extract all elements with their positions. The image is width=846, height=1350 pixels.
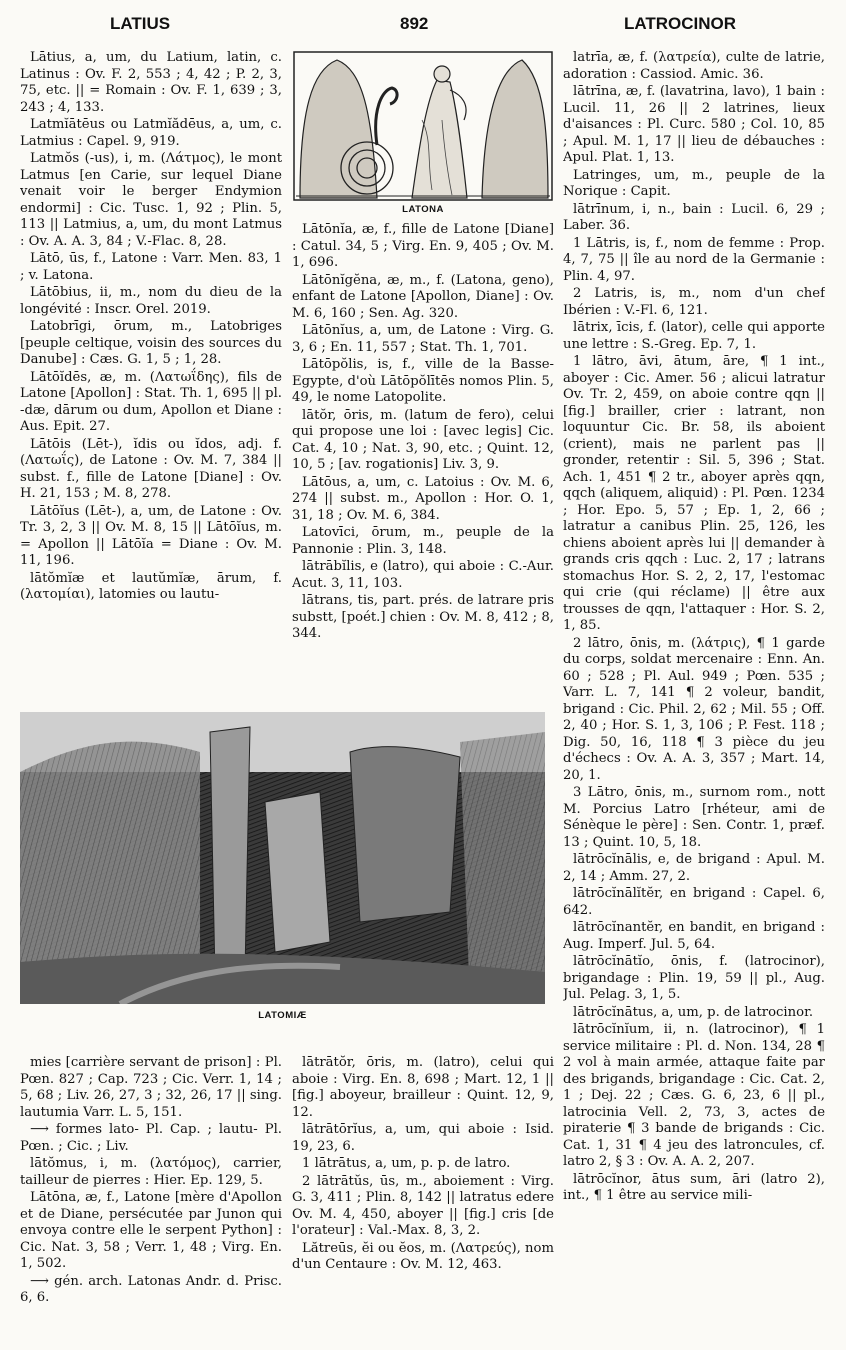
- column-3: [563, 50, 825, 1330]
- entry: Lātōnĭus, a, um, de Latone : Virg. G. 3, 6 ; En. 11, 557 ; Stat. Th. 1, 701.: [292, 323, 554, 355]
- entry: Latringes, um, m., peuple de la Norique : Capit.: [563, 167, 825, 199]
- column-1-bottom: [20, 1055, 282, 1335]
- entry: lātrōcĭnālis, e, de brigand : Apul. M. 2, 14 ; Amm. 27, 2.: [563, 852, 825, 884]
- entry: lātrābĭlis, e (latro), qui aboie : C.-Aur. Acut. 3, 11, 103.: [292, 559, 554, 591]
- entry: Latovīci, ōrum, m., peuple de la Pannonie : Plin. 3, 148.: [292, 525, 554, 557]
- header-left-word: LATIUS: [110, 14, 171, 33]
- page-header: [20, 10, 826, 40]
- entry: Lātōna, æ, f., Latone [mère d'Apollon et de Diane, persécutée par Junon qui envoya contre elle le serpent Python] : Cic. Nat. 3, 58 ; Verr. 1, 48 ; Virg. En. 1, 502.: [20, 1190, 282, 1271]
- entry: lātrōcĭnor, ātus sum, āri (latro 2), int., ¶ 1 être au service mili-: [563, 1171, 825, 1203]
- entry: Latobrīgi, ōrum, m., Latobriges [peuple celtique, voisin des sources du Danube] : Cæs. G. 1, 5 ; 1, 28.: [20, 319, 282, 367]
- entry: lātŏr, ōris, m. (latum de fero), celui qui propose une loi : [avec legis] Cic. Cat. 4, 10 ; Nat. 3, 90, etc. ; Quint. 12, 10, 5 ; [av. rogationis] Liv. 3, 9.: [292, 407, 554, 472]
- entry: Lātius, a, um, du Latium, latin, c. Latinus : Ov. F. 2, 553 ; 4, 42 ; P. 2, 3, 75, etc. || = Romain : Ov. F. 1, 639 ; 3, 243 ; 4, 133.: [20, 50, 282, 115]
- entry: mies [carrière servant de prison] : Pl. Pœn. 827 ; Cap. 723 ; Cic. Verr. 1, 14 ; 5, 68 ; Liv. 26, 27, 3 ; 32, 26, 17 || sing. lautumia Varr. L. 5, 151.: [20, 1055, 282, 1120]
- entry: lātrīnum, i, n., bain : Lucil. 6, 29 ; Laber. 36.: [563, 201, 825, 233]
- entry: 1 Lātris, is, f., nom de femme : Prop. 4, 7, 75 || île au nord de la Germanie : Plin. 4, 97.: [563, 235, 825, 284]
- entry: 1 lātro, āvi, ātum, āre, ¶ 1 int., aboyer : Cic. Amer. 56 ; alicui latratur Ov. Tr. 2, 459, on aboie contre qqn || [fig.] brailler, crier : latrant, non loquuntur Cic. Br. 58, ils aboient (crient), mais ne parlent pas || gronder, retentir : Sil. 5, 396 ; Stat. Ach. 1, 451 ¶ 2 tr., aboyer après qqn, qqch (aliquem, aliquid) : Pl. Pœn. 1234 ; Hor. Epo. 5, 57 ; Ep. 1, 2, 66 ; latratur a canibus Plin. 25, 126, les chiens aboient après lui || demander à grands cris qqch : Luc. 2, 17 ; latrans stomachus Hor. S. 2, 2, 17, l'estomac qui crie (qui réclame) || être aux trousses de qqn, l'attaquer : Hor. S. 2, 1, 85.: [563, 354, 825, 633]
- entry: Lātō, ūs, f., Latone : Varr. Men. 83, 1 ; v. Latona.: [20, 251, 282, 283]
- header-right-word: LATROCINOR: [623, 14, 736, 33]
- latomiae-caption: LATOMIÆ: [258, 1010, 307, 1021]
- entry: 2 lātro, ōnis, m. (λάτρις), ¶ 1 garde du corps, soldat mercenaire : Enn. An. 60 ; 528 ; Pl. Aul. 949 ; Pœn. 535 ; Varr. L. 7, 141 ¶ 2 voleur, bandit, brigand : Cic. Phil. 2, 62 ; Mil. 55 ; Off. 2, 40 ; Hor. S. 1, 3, 106 ; P. Fest. 118 ; Dig. 50, 16, 118 ¶ 3 pièce du jeu d'échecs : Ov. A. A. 3, 357 ; Mart. 14, 20, 1.: [563, 635, 825, 783]
- entry: lātrātōrĭus, a, um, qui aboie : Isid. 19, 23, 6.: [292, 1122, 554, 1154]
- entry: Lătreūs, ĕi ou ĕos, m. (Λατρεύς), nom d'un Centaure : Ov. M. 12, 463.: [292, 1240, 554, 1272]
- entry: lātŏmĭæ et lautŭmĭæ, ārum, f. (λατομίαι), latomies ou lautu-: [20, 570, 282, 602]
- entry: ⟶ gén. arch. Latonas Andr. d. Prisc. 6, 6.: [20, 1273, 282, 1305]
- entry: ⟶ formes lato- Pl. Cap. ; lautu- Pl. Pœn. ; Cic. ; Liv.: [20, 1122, 282, 1154]
- entry: lātrōcĭnālĭtĕr, en brigand : Capel. 6, 642.: [563, 886, 825, 918]
- entry: 2 Latris, is, m., nom d'un chef Ibérien : V.-Fl. 6, 121.: [563, 286, 825, 318]
- latona-caption: LATONA: [402, 204, 444, 215]
- latomiae-engraving: [20, 712, 545, 1004]
- entry: Latmŏs (-us), i, m. (Λάτμος), le mont Latmus [en Carie, sur lequel Diane venait voir le berger Endymion endormi] : Cic. Tusc. 1, 92 ; Plin. 5, 113 || Latmius, a, um, du mont Latmus : Ov. A. A. 3, 84 ; V.-Flac. 8, 28.: [20, 151, 282, 249]
- entry: lātrīna, æ, f. (lavatrina, lavo), 1 bain : Lucil. 11, 26 || 2 latrines, lieux d'aisances : Pl. Curc. 580 ; Col. 10, 85 ; Apul. M. 1, 17 || lieu de débauches : Apul. Plat. 1, 13.: [563, 84, 825, 165]
- entry: lātrōcĭnātus, a, um, p. de latrocinor.: [573, 1004, 814, 1020]
- entry: Latmĭātēus ou Latmĭădēus, a, um, c. Latmius : Capel. 9, 919.: [20, 117, 282, 149]
- entry: lātrix, īcis, f. (lator), celle qui apporte une lettre : S.-Greg. Ep. 7, 1.: [563, 320, 825, 352]
- entry: lātrōcĭnantĕr, en bandit, en brigand : Aug. Imperf. Jul. 5, 64.: [563, 920, 825, 952]
- column-1-top: [20, 50, 282, 702]
- entry: lātrōcĭnĭum, ii, n. (latrocinor), ¶ 1 service militaire : Pl. d. Non. 134, 28 ¶ 2 vol à main armée, attaque faite par des brigands, brigandage : Cic. Cat. 2, 1 ; Dej. 22 ; Cæs. G. 6, 23, 6 || pl., latrocinia Vell. 2, 73, 3, actes de piraterie ¶ 3 bande de brigands : Cic. Cat. 1, 31 ¶ 4 jeu des latroncules, cf. latro 2, § 3 : Ov. A. A. 2, 207.: [563, 1022, 825, 1169]
- latona-illustration: [292, 50, 554, 202]
- entry: Lātōbius, ii, m., nom du dieu de la longévité : Inscr. Orel. 2019.: [20, 285, 282, 317]
- entry: Lātōĭdēs, æ, m. (Λατωΐδης), fils de Latone [Apollon] : Stat. Th. 1, 695 || pl. -dæ, dārum ou dum, Apollon et Diane : Aus. Epit. 27.: [20, 369, 282, 434]
- entry: lātrōcĭnātĭo, ōnis, f. (latrocinor), brigandage : Plin. 19, 59 || pl., Aug. Jul. Pelag. 3, 1, 5.: [563, 954, 825, 1002]
- entry: latrīa, æ, f. (λατρεία), culte de latrie, adoration : Cassiod. Amic. 36.: [563, 50, 825, 82]
- entry: Lātōus, a, um, c. Latoius : Ov. M. 6, 274 || subst. m., Apollon : Hor. O. 1, 31, 18 ; Ov. M. 6, 384.: [292, 474, 554, 523]
- entry: 2 lātrātŭs, ūs, m., aboiement : Virg. G. 3, 411 ; Plin. 8, 142 || latratus edere Ov. M. 4, 450, aboyer || [fig.] cris [de l'orateur] : Val.-Max. 8, 3, 2.: [292, 1173, 554, 1238]
- entry: lātrans, tis, part. prés. de latrare pris substt, [poét.] chien : Ov. M. 8, 412 ; 8, 344.: [292, 593, 554, 641]
- entry: Lātōnĭa, æ, f., fille de Latone [Diane] : Catul. 34, 5 ; Virg. En. 9, 405 ; Ov. M. 1, 696.: [292, 222, 554, 270]
- entry: Lātōnĭgĕna, æ, m., f. (Latona, geno), enfant de Latone [Apollon, Diane] : Ov. M. 6, 160 ; Sen. Ag. 320.: [292, 272, 554, 321]
- entry: Lātōpŏlis, is, f., ville de la Basse-Egypte, d'où Lātōpŏlītēs nomos Plin. 5, 49, le nome Latopolite.: [292, 357, 554, 405]
- entry: Lātōĭus (Lēt-), a, um, de Latone : Ov. Tr. 3, 2, 3 || Ov. M. 8, 15 || Lātōĭus, m. = Apollon || Lātōĭa = Diane : Ov. M. 11, 196.: [20, 503, 282, 568]
- column-2-top: [292, 222, 554, 702]
- entry: 3 Lātro, ōnis, m., surnom rom., nott M. Porcius Latro [rhéteur, ami de Sénèque le père] : Sen. Contr. 1, præf. 13 ; Quint. 10, 5, 18.: [563, 785, 825, 850]
- column-2-bottom: [292, 1055, 554, 1335]
- entry: lātŏmus, i, m. (λατόμος), carrier, tailleur de pierres : Hier. Ep. 129, 5.: [20, 1156, 282, 1188]
- entry: lātrātŏr, ōris, m. (latro), celui qui aboie : Virg. En. 8, 698 ; Mart. 12, 1 || [fig.] aboyeur, brailleur : Quint. 12, 9, 12.: [292, 1055, 554, 1120]
- page-number: 892: [400, 14, 429, 33]
- entry: 1 lātrātus, a, um, p. p. de latro.: [302, 1156, 511, 1171]
- entry: Lātōis (Lēt-), ĭdis ou ĭdos, adj. f. (Λατωΐς), de Latone : Ov. M. 7, 384 || subst. f., fille de Latone [Diane] : Ov. H. 21, 153 ; M. 8, 278.: [20, 436, 282, 501]
